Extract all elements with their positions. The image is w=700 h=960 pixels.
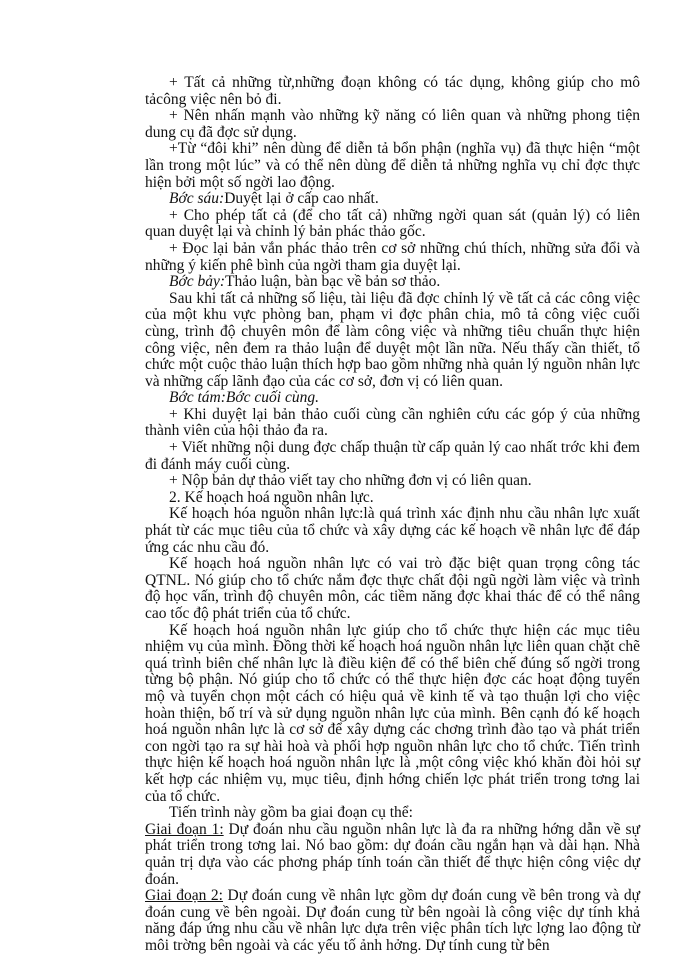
paragraph-text: + Nộp bản dự thảo viết tay cho những đơn vị có liên quan. (169, 472, 532, 490)
paragraph-text: Duyệt lại ở cấp cao nhất. (224, 190, 379, 208)
paragraph-text: Kế hoạch hoá nguồn nhân lực có vai trò đặc biệt quan trọng công tác QTNL. Nó giúp cho tổ chức nắm đợc thực chất đội ngũ ngời làm việc và trình độ học vấn, trình độ chuyên môn, các tiềm năng đợc khai thác để có thể nâng cao tốc độ phát triển của tổ chức. (145, 555, 640, 622)
step-label: Bớc bảy: (169, 273, 226, 291)
paragraph (145, 623, 640, 806)
paragraph (145, 208, 640, 241)
paragraph (145, 108, 640, 141)
paragraph-text: Tiến trình này gồm ba giai đoạn cụ thể: (169, 804, 413, 822)
stage-paragraph (145, 822, 640, 888)
paragraph-text: + Đọc lại bản vắn phác thảo trên cơ sở những chú thích, những sửa đổi và những ý kiến phê bình của ngời tham gia duyệt lại. (145, 239, 640, 274)
document-body (145, 75, 640, 954)
paragraph-text: + Khi duyệt lại bản thảo cuối cùng cần nghiên cứu các góp ý của những thành viên của hội thảo đa ra. (145, 405, 640, 440)
paragraph-text: Sau khi tất cả những số liệu, tài liệu đã đợc chỉnh lý về tất cả các công việc của một khu vực phòng ban, phạm vi đợc phân chia, mô tả công việc cuối cùng, trình độ chuyên môn để làm công việc và những tiêu chuẩn thực hiện công việc, nên đem ra thảo luận để duyệt một lần nữa. Nếu thấy cần thiết, tổ chức một cuộc thảo luận thích hợp bao gồm những nhà quản lý nguồn nhân lực và những cấp lãnh đạo của các cơ sở, đơn vị có liên quan. (145, 289, 640, 390)
paragraph (145, 75, 640, 108)
paragraph (145, 291, 640, 391)
paragraph-text: +Từ “đôi khi” nên dùng để diễn tả bổn phận (nghĩa vụ) đã thực hiện “một lần trong một lúc” và có thể nên dùng để diễn tả những nghĩa vụ chỉ đợc thực hiện bởi một số ngời lao động. (145, 140, 640, 191)
step-heading (145, 274, 640, 291)
paragraph (145, 805, 640, 822)
paragraph-text: Bớc cuối cùng. (225, 389, 319, 407)
paragraph (145, 241, 640, 274)
paragraph-text: + Viết những nội dung đợc chấp thuận từ cấp quản lý cao nhất trớc khi đem đi đánh máy cuối cùng. (145, 439, 640, 473)
paragraph-text: Dự đoán cung về nhân lực gồm dự đoán cung về bên trong và dự đoán cung về bên ngoài. Dự đoán cung từ bên ngoài là công việc dự tính khả năng đáp ứng nhu cầu về nhân lực dựa trên việc phân tích lực lợng lao động từ môi trờng bên ngoài và các yếu tố ảnh hởng. Dự tính cung từ bên (145, 887, 640, 954)
section-heading (145, 490, 640, 507)
step-heading (145, 390, 640, 407)
paragraph-text: Thảo luận, bàn bạc về bản sơ thảo. (225, 273, 441, 291)
paragraph-text: + Tất cả những từ,những đoạn không có tác dụng, không giúp cho mô tảcông việc nên bỏ đi. (145, 74, 640, 108)
paragraph (145, 556, 640, 622)
stage-label: Giai đoạn 1: (145, 820, 224, 838)
stage-label: Giai đoạn 2: (145, 887, 223, 905)
paragraph-text: Kế hoạch hoá nguồn nhân lực giúp cho tổ chức thực hiện các mục tiêu nhiệm vụ của mình. Đồng thời kế hoạch hoá nguồn nhân lực liên quan chặt chẽ quá trình biên chế nhân lực là điều kiện để có thể biên chế đúng số ngời trong từng bộ phận. Nó giúp cho tổ chức có thể thực hiện đợc các hoạt động tuyển mộ và tuyển chọn một cách có hiệu quả về kinh tế và tạo thuận lợi cho việc hoàn thiện, bố trí và sử dụng nguồn nhân lực của mình. Bên cạnh đó kế hoạch hoá nguồn nhân lực là cơ sở để xây dựng các chơng trình đào tạo và phát triển con ngời tạo ra sự hài hoà và phối hợp nguồn nhân lực cho tổ chức. Tiến trình thực hiện kế hoạch hoá nguồn nhân lực là ,một công việc khó khăn đòi hỏi sự kết hợp các nhiệm vụ, mục tiêu, định hớng chiến lợc phát triển trong tơng lai của tổ chức. (145, 621, 640, 805)
section-title: 2. Kế hoạch hoá nguồn nhân lực. (169, 488, 374, 506)
paragraph (145, 407, 640, 440)
step-label: Bớc sáu: (169, 190, 225, 208)
paragraph (145, 473, 640, 490)
paragraph-text: Dự đoán nhu cầu nguồn nhân lực là đa ra những hớng dẫn về sự phát triển trong tơng lai. Nó bao gồm: dự đoán cầu ngắn hạn và dài hạn. Nhà quản trị dựa vào các phơng pháp tính toán cần thiết để thực hiện công việc dự đoán. (145, 820, 640, 888)
paragraph (145, 506, 640, 556)
step-heading (145, 191, 640, 208)
step-label: Bớc tám: (169, 389, 226, 407)
paragraph-text: + Cho phép tất cả (để cho tất cả) những ngời quan sát (quản lý) có liên quan duyệt lại và chỉnh lý bản phác thảo gốc. (145, 206, 640, 241)
stage-paragraph (145, 888, 640, 954)
paragraph-text: Kế hoạch hóa nguồn nhân lực:là quá trình xác định nhu cầu nhân lực xuất phát từ các mục tiêu của tổ chức và xây dựng các kế hoạch về nhân lực để đáp ứng các nhu cầu đó. (145, 505, 640, 556)
paragraph (145, 440, 640, 473)
paragraph (145, 141, 640, 191)
paragraph-text: + Nên nhấn mạnh vào những kỹ năng có liên quan và những phong tiện dung cụ đã đợc sử dụng. (145, 107, 640, 141)
